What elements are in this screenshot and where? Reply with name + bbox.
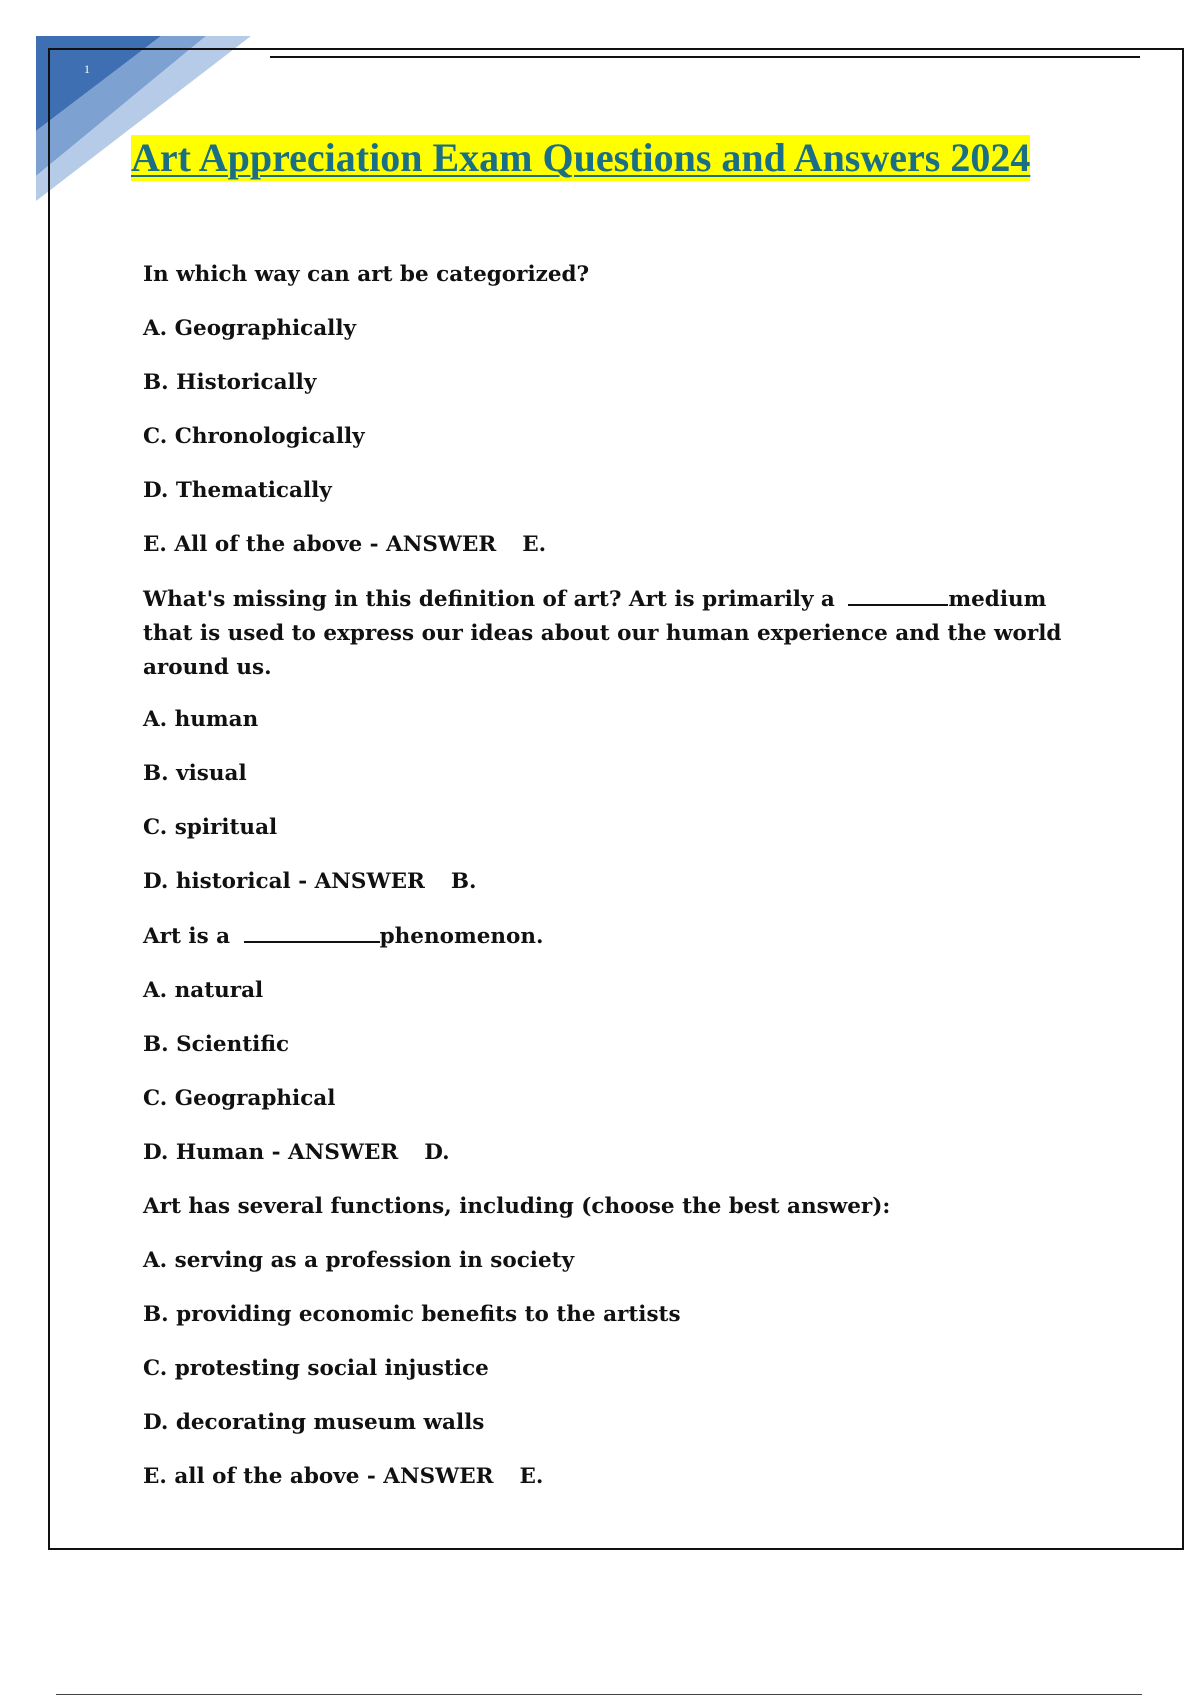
answer-option-with-key: [143, 528, 1093, 562]
fill-in-blank: [848, 582, 948, 606]
footer-rule: [56, 1694, 1142, 1695]
question-prompt: Art has several functions, including (choose the best answer):: [143, 1194, 891, 1219]
page-number: 1: [84, 62, 90, 76]
answer-option: C. spiritual: [143, 815, 278, 840]
question-block: [143, 258, 1093, 562]
answer-option: B. providing economic benefits to the artists: [143, 1302, 681, 1327]
question-block: [143, 582, 1093, 899]
answer-option: D. historical - ANSWER: [143, 869, 425, 894]
prompt-text-before: What's missing in this definition of art? Art is primarily a: [143, 587, 835, 612]
answer-key: D.: [424, 1140, 450, 1165]
questions-section: [143, 258, 1093, 1494]
prompt-text-after: medium that is used to express our ideas about our human experience and the world around us.: [143, 587, 1062, 680]
answer-option: C. Chronologically: [143, 424, 365, 449]
question-block: [143, 919, 1093, 1170]
answer-option: A. serving as a profession in society: [143, 1248, 575, 1273]
answer-option: D. Thematically: [143, 478, 332, 503]
question-prompt: In which way can art be categorized?: [143, 262, 590, 287]
document-title: Art Appreciation Exam Questions and Answers 2024: [131, 135, 1031, 180]
prompt-text-before: Art is a: [143, 924, 231, 949]
answer-option: A. Geographically: [143, 316, 357, 341]
answer-option: A. human: [143, 707, 259, 732]
answer-option: A. natural: [143, 978, 264, 1003]
question-prompt: [143, 582, 1093, 685]
answer-option: C. protesting social injustice: [143, 1356, 489, 1381]
answer-option: D. decorating museum walls: [143, 1410, 485, 1435]
answer-option-with-key: [143, 1136, 1093, 1170]
answer-key: B.: [450, 869, 477, 894]
answer-option: B. Historically: [143, 370, 317, 395]
question-prompt: [143, 919, 1093, 954]
fill-in-blank: [244, 919, 380, 943]
question-block: [143, 1190, 1093, 1494]
answer-option: B. visual: [143, 761, 247, 786]
answer-option: E. all of the above - ANSWER: [143, 1464, 494, 1489]
answer-option-with-key: [143, 1460, 1093, 1494]
answer-key: E.: [519, 1464, 544, 1489]
answer-option: B. Scientific: [143, 1032, 290, 1057]
answer-option: C. Geographical: [143, 1086, 336, 1111]
answer-key: E.: [522, 532, 547, 557]
answer-option-with-key: [143, 865, 1093, 899]
answer-option: D. Human - ANSWER: [143, 1140, 399, 1165]
prompt-text-after: phenomenon.: [379, 924, 544, 949]
answer-option: E. All of the above - ANSWER: [143, 532, 497, 557]
